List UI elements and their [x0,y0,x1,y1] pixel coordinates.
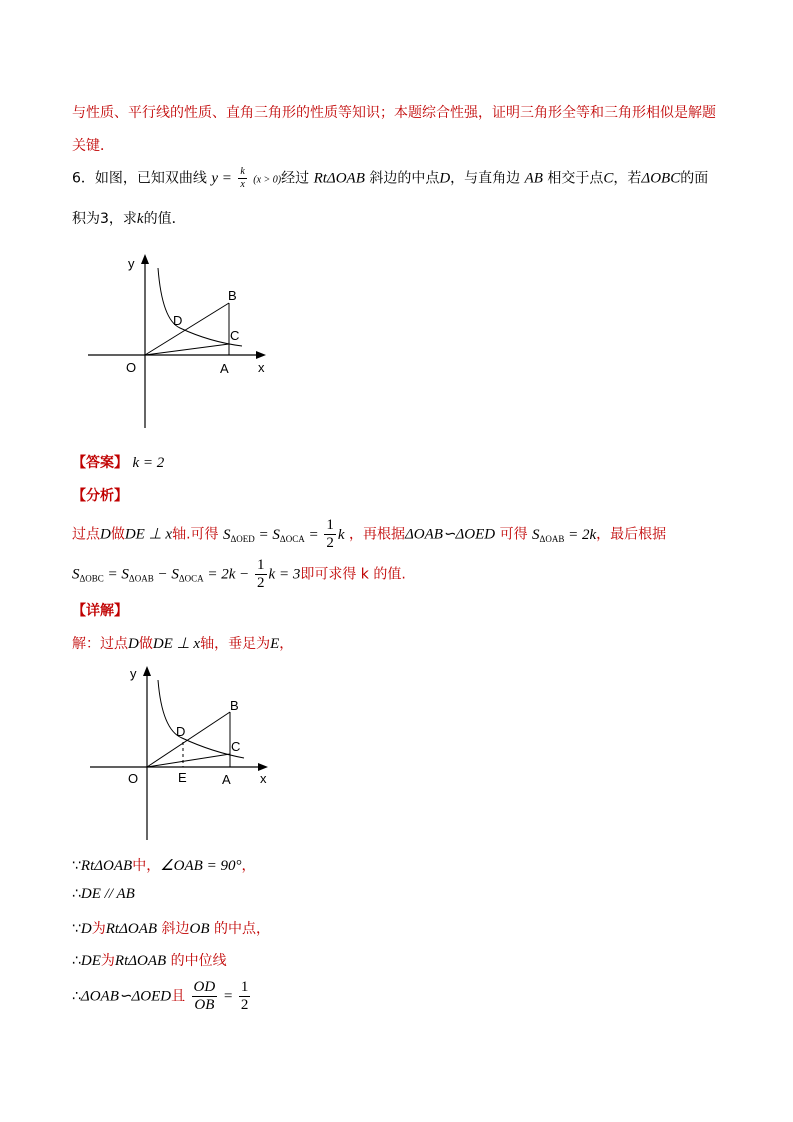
detail-text: 解：过点 [72,636,128,652]
perp-de: DE ⊥ x [152,636,201,652]
analysis-text: 轴.可得 [172,526,219,543]
label-o: O [128,771,139,786]
label-c: C [230,328,240,343]
label-y: y [130,666,137,681]
analysis-tag: 【分析】 [72,488,128,504]
label-x: x [258,360,265,375]
problem-line-1 [72,167,708,190]
var-k: k [136,211,144,227]
point-d: D [439,170,451,187]
analysis-text: 做 [110,526,125,543]
problem-text: 经过 [281,170,310,187]
triangle-obc: ΔOBC [641,170,681,187]
analysis-text: 可得 [499,526,528,543]
label-d: D [176,724,186,739]
intro-line-2: 关键． [72,138,114,154]
detail-text: 轴，垂足为 [200,636,271,652]
analysis-line-2: $S_{\Delta OBC} = S_{\Delta OAB} - S_{\Delta OCA} = 2k$ − $\frac{1}{2}$ k = 3即可求得 k 的值. [72,557,406,591]
function-lhs: y = [211,170,232,187]
y-axis-arrow [143,666,151,676]
x-axis-arrow [256,351,266,359]
segment-oc [147,754,230,767]
analysis-text: 即可求得 k 的值. [300,566,406,583]
point-e: E [270,636,280,652]
answer-value: k = 2 [132,455,165,471]
figure-1 [80,250,280,430]
similar-triangles: ΔOAB∽ΔOED [404,526,496,543]
label-d: D [173,313,183,328]
area-equation-1: $S_{\Delta OED} = S_{\Delta OCA}$ = $\frac{1}{2}$ k [222,517,345,551]
problem-text: 斜边的中点 [369,170,440,187]
answer-tag: 【答案】 [72,455,128,471]
detail-line-1 [72,633,293,653]
proof-step-4: ∴DE为RtΔOAB 的中位线 [72,953,227,969]
analysis-text: 过点 [72,526,100,543]
segment-ab: AB [524,170,543,187]
segment-oc [145,344,229,355]
problem-text: ，若 [613,170,642,187]
problem-text: 的面 [680,170,709,187]
analysis-line-1 [72,518,666,551]
label-a: A [222,772,231,787]
label-e: E [178,770,187,785]
segment-ob [145,303,229,355]
analysis-text: ，再根据 [348,526,405,543]
area-oab: $S_{\Delta OAB} = 2k$ [532,526,597,544]
proof-step-2: ∴DE // AB [72,886,135,902]
problem-text: 积为3，求 [72,211,137,227]
point-d: D [128,636,139,652]
label-b: B [230,698,239,713]
detail-text: ， [279,636,294,652]
point-d: D [100,526,111,543]
function-fraction: $\frac{k}{x}$ [240,166,245,190]
label-b: B [228,288,237,303]
proof-step-1: ∵RtΔOAB中，∠OAB = 90°， [72,858,256,874]
perp-de: DE ⊥ x [124,526,173,543]
analysis-text: ，最后根据 [596,526,667,543]
problem-text: 的值． [143,211,186,227]
point-c: C [603,170,614,187]
triangle-oab: RtΔOAB [313,170,365,187]
segment-ob [147,712,230,767]
problem-text: 相交于点 [547,170,604,187]
answer-line [72,452,164,472]
figure-2 [82,662,282,842]
problem-text: 如图，已知双曲线 [94,170,207,187]
problem-line-2 [72,208,186,228]
proof-step-3: ∵D为RtΔOAB 斜边OB 的中点， [72,921,270,937]
problem-number: 6． [72,170,95,187]
detail-text: 做 [138,636,153,652]
label-x: x [260,771,267,786]
x-axis-arrow [258,763,268,771]
function-domain: (x > 0) [253,174,282,186]
label-a: A [220,361,229,376]
detail-tag: 【详解】 [72,603,128,619]
label-c: C [231,739,241,754]
problem-text: ，与直角边 [450,170,521,187]
intro-line-1: 与性质、平行线的性质、直角三角形的性质等知识；本题综合性强，证明三角形全等和三角形相似是解题 [72,105,716,121]
label-y: y [128,256,135,271]
y-axis-arrow [141,254,149,264]
proof-step-5: ∴ΔOAB∽ΔOED且 $\frac{OD}{OB}$ = $\frac{1}{2}$ [72,979,249,1013]
label-o: O [126,360,137,375]
